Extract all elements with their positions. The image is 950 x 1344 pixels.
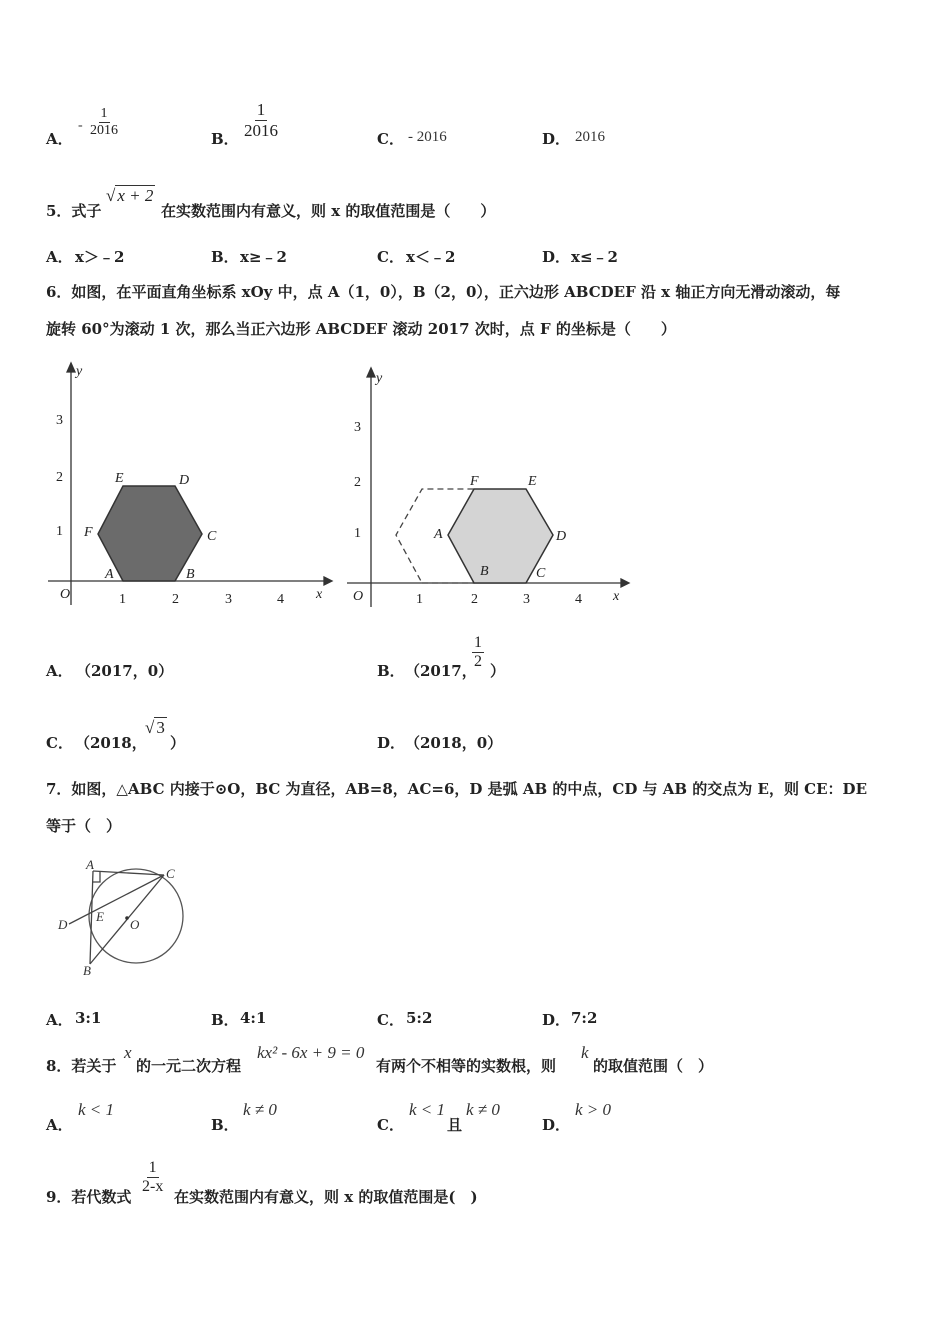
fig1-vertex-a: A bbox=[105, 567, 114, 582]
q7-option-a-text: 3:1 bbox=[75, 1009, 102, 1027]
q5-suffix: 在实数范围内有意义，则 x 的取值范围是（ ） bbox=[161, 202, 496, 220]
q7-option-a-label: A． bbox=[46, 1011, 73, 1029]
q7-option-c-label: C． bbox=[377, 1011, 404, 1029]
q4-option-b-label: B． bbox=[211, 130, 239, 148]
q8-option-d-math: k > 0 bbox=[575, 1100, 612, 1119]
q5-option-c-text: x＜﹣2 bbox=[406, 248, 456, 266]
q5-option-b-label: B． bbox=[211, 248, 239, 266]
q8-option-b-math: k ≠ 0 bbox=[243, 1100, 277, 1119]
q5-option-a-label: A． bbox=[46, 248, 73, 266]
fig2-x-label: x bbox=[613, 589, 620, 604]
q7-option-d-label: D． bbox=[542, 1011, 571, 1029]
q4-option-b-fraction: $\frac{1}{2016}$ bbox=[244, 100, 278, 140]
fig1-tick-y2: 2 bbox=[56, 470, 63, 485]
q6-figure-1 bbox=[44, 360, 334, 610]
q5-radical: √ x + 2 bbox=[106, 186, 154, 205]
fig2-origin: O bbox=[353, 589, 364, 604]
q9-prefix: 9．若代数式 bbox=[46, 1188, 132, 1206]
q8-var-k: k bbox=[581, 1043, 589, 1062]
fig2-tick-x4: 4 bbox=[575, 592, 582, 607]
q6-option-a-label: A． bbox=[46, 662, 73, 680]
q5-option-d-label: D． bbox=[542, 248, 571, 266]
fig1-vertex-f: F bbox=[84, 525, 93, 540]
q8-option-a-label: A． bbox=[46, 1116, 73, 1134]
q6-option-c-label: C． bbox=[46, 734, 73, 752]
fig1-x-label: x bbox=[316, 587, 323, 602]
q8-prefix: 8．若关于 bbox=[46, 1057, 117, 1075]
q9-suffix: 在实数范围内有意义，则 x 的取值范围是( ) bbox=[174, 1188, 478, 1206]
q4-option-c-label: C． bbox=[377, 130, 404, 148]
fig2-vertex-f: F bbox=[470, 474, 479, 489]
fig2-y-label: y bbox=[376, 371, 383, 386]
q4-option-d-text: 2016 bbox=[575, 129, 605, 145]
fig2-vertex-d: D bbox=[556, 529, 567, 544]
q6-option-a-text: （2017，0） bbox=[76, 662, 174, 680]
fig2-x-arrow bbox=[621, 579, 629, 587]
q7-point-d: D bbox=[58, 917, 68, 932]
q4-option-a-fraction: $\frac{1}{2016}$ bbox=[90, 106, 118, 139]
q7-stem-line1: 7．如图，△ABC 内接于⊙O，BC 为直径，AB=8，AC=6，D 是弧 AB 的中点，CD 与 AB 的交点为 E，则 CE：DE bbox=[46, 780, 867, 798]
q9-fraction: $\frac{1}{2-x}$ bbox=[142, 1159, 164, 1196]
q8-mid: 的一元二次方程 bbox=[136, 1057, 242, 1075]
fig1-tick-y3: 3 bbox=[56, 413, 63, 428]
fig2-tick-x1: 1 bbox=[416, 592, 423, 607]
fig2-vertex-b: B bbox=[480, 564, 489, 579]
q8-after: 有两个不相等的实数根，则 bbox=[376, 1057, 557, 1075]
q6-option-d-label: D． bbox=[377, 734, 406, 752]
fig1-tick-x1: 1 bbox=[119, 592, 126, 607]
fig1-tick-y1: 1 bbox=[56, 524, 63, 539]
fig1-vertex-c: C bbox=[207, 529, 217, 544]
q5-prefix: 5．式子 bbox=[46, 202, 102, 220]
q6-stem-line2: 旋转 60°为滚动 1 次，那么当正六边形 ABCDEF 滚动 2017 次时，点 F 的坐标是（ ） bbox=[46, 320, 676, 338]
q7-point-c: C bbox=[166, 866, 175, 881]
fig2-vertex-a: A bbox=[434, 527, 443, 542]
fig1-vertex-b: B bbox=[186, 567, 195, 582]
fig1-x-arrow bbox=[324, 577, 332, 585]
fig1-tick-x2: 2 bbox=[172, 592, 179, 607]
q6-option-b-fraction: $\frac{1}{2}$ bbox=[474, 634, 482, 671]
fig1-origin: O bbox=[60, 587, 71, 602]
fig2-vertex-e: E bbox=[528, 474, 537, 489]
fig2-tick-y2: 2 bbox=[354, 475, 361, 490]
fig2-y-arrow bbox=[367, 368, 375, 377]
q8-option-c-and: 且 bbox=[447, 1116, 463, 1134]
fig1-vertex-d: D bbox=[179, 473, 190, 488]
fig2-tick-y1: 1 bbox=[354, 526, 361, 541]
q6-option-b-pre: （2017， bbox=[405, 662, 477, 680]
q7-segment-cd bbox=[69, 875, 164, 924]
q7-point-a: A bbox=[86, 858, 94, 872]
q8-var-x: x bbox=[124, 1043, 132, 1062]
fig1-tick-x4: 4 bbox=[277, 592, 284, 607]
fig2-tick-x3: 3 bbox=[523, 592, 530, 607]
q7-option-c-text: 5:2 bbox=[406, 1009, 433, 1027]
q6-option-c-radical: √ 3 bbox=[145, 718, 165, 737]
q8-suffix: 的取值范围（ ） bbox=[593, 1057, 714, 1075]
fig2-tick-y3: 3 bbox=[354, 420, 361, 435]
fig2-tick-x2: 2 bbox=[471, 592, 478, 607]
q4-option-d-label: D． bbox=[542, 130, 571, 148]
q6-figure-2 bbox=[343, 365, 633, 615]
q6-option-b-post: ） bbox=[490, 662, 506, 680]
fig1-y-label: y bbox=[76, 364, 83, 379]
q5-option-a-text: x＞﹣2 bbox=[75, 248, 125, 266]
q7-option-d-text: 7:2 bbox=[571, 1009, 598, 1027]
q8-option-c-label: C． bbox=[377, 1116, 404, 1134]
fig1-y-arrow bbox=[67, 363, 75, 372]
q7-figure bbox=[50, 858, 195, 983]
q5-option-b-text: x≥﹣2 bbox=[240, 248, 287, 266]
q7-right-angle bbox=[93, 871, 100, 882]
q8-option-c-math2: k ≠ 0 bbox=[466, 1100, 500, 1119]
q7-center-dot bbox=[125, 916, 129, 920]
q7-segment-ab bbox=[90, 871, 93, 964]
q5-option-c-label: C． bbox=[377, 248, 404, 266]
q5-option-d-text: x≤﹣2 bbox=[571, 248, 618, 266]
q6-option-c-pre: （2018， bbox=[75, 734, 147, 752]
q6-option-c-post: ） bbox=[170, 734, 186, 752]
fig1-vertex-e: E bbox=[115, 471, 124, 486]
q4-option-a-sign: - bbox=[78, 118, 83, 133]
q8-option-a-math: k < 1 bbox=[78, 1100, 115, 1119]
q4-option-c-text: - 2016 bbox=[408, 129, 447, 145]
q6-option-b-label: B． bbox=[377, 662, 405, 680]
fig1-tick-x3: 3 bbox=[225, 592, 232, 607]
q6-stem-line1: 6．如图，在平面直角坐标系 xOy 中，点 A（1，0），B（2，0），正六边形 ABCDEF 沿 x 轴正方向无滑动滚动，每 bbox=[46, 283, 841, 301]
q7-stem-line2: 等于（ ） bbox=[46, 817, 122, 835]
q7-point-b: B bbox=[83, 963, 91, 978]
q8-equation: kx² - 6x + 9 = 0 bbox=[257, 1043, 365, 1062]
q8-option-d-label: D． bbox=[542, 1116, 571, 1134]
q7-option-b-label: B． bbox=[211, 1011, 239, 1029]
q8-option-c-math1: k < 1 bbox=[409, 1100, 446, 1119]
q8-option-b-label: B． bbox=[211, 1116, 239, 1134]
q7-point-o: O bbox=[130, 917, 140, 932]
q4-option-a-label: A． bbox=[46, 130, 73, 148]
fig2-vertex-c: C bbox=[536, 566, 546, 581]
q7-point-e: E bbox=[96, 909, 104, 924]
q6-option-d-text: （2018，0） bbox=[405, 734, 503, 752]
q7-option-b-text: 4:1 bbox=[240, 1009, 267, 1027]
